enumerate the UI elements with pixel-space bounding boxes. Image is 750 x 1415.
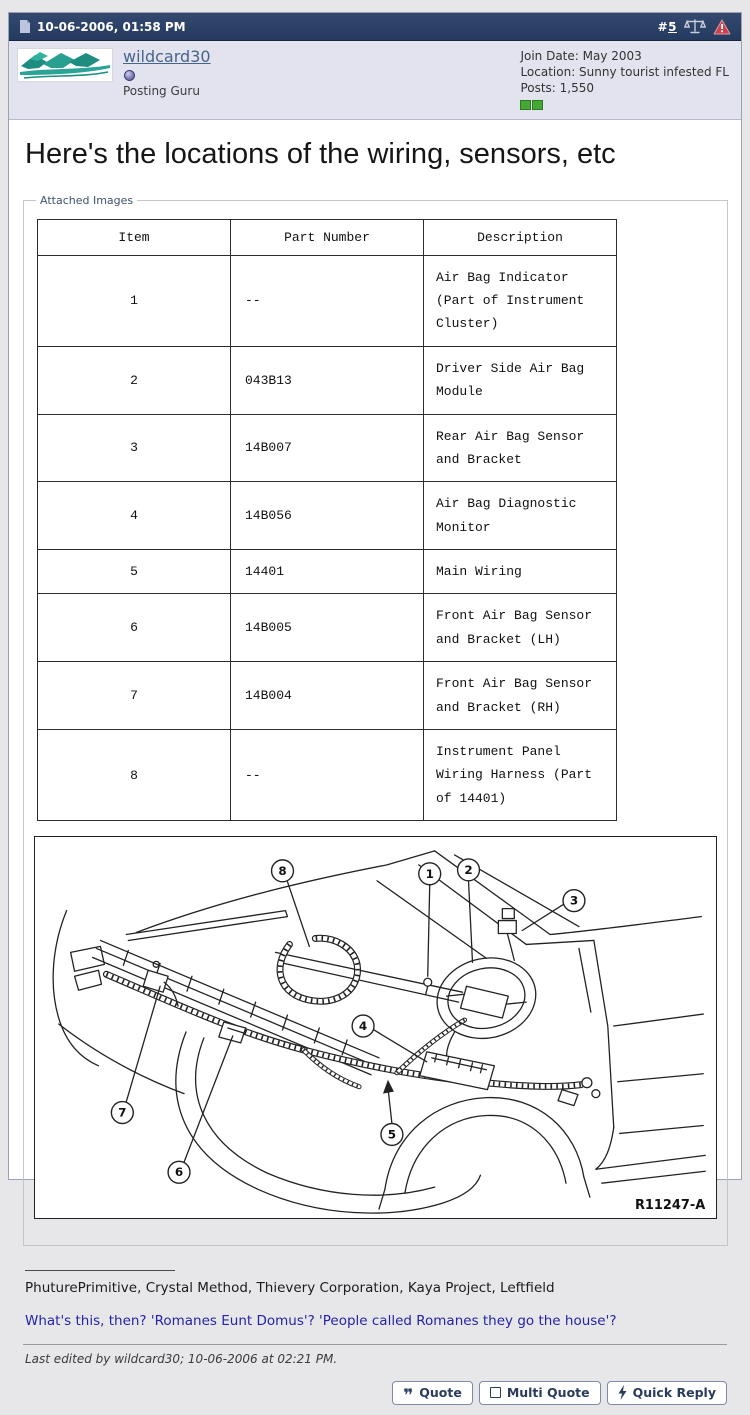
svg-text:1: 1 <box>425 867 434 882</box>
table-row <box>38 346 617 414</box>
cell-description: Rear Air Bag Sensor and Bracket <box>424 414 617 482</box>
report-post-icon[interactable] <box>713 19 731 35</box>
signature-divider <box>25 1270 175 1271</box>
cell-part-number: -- <box>231 730 424 821</box>
online-status-icon <box>124 70 135 81</box>
figure-label: R11247-A <box>634 1198 706 1214</box>
last-edited-note: Last edited by wildcard30; 10-06-2006 at 02:21 PM. <box>25 1352 338 1367</box>
wiring-diagram-image[interactable] <box>34 836 717 1219</box>
post-count: Posts: 1,550 <box>520 81 595 96</box>
svg-text:4: 4 <box>358 1019 368 1034</box>
col-header-item: Item <box>38 219 231 255</box>
table-row <box>38 255 617 346</box>
reputation-block-icon <box>520 100 531 110</box>
cell-description: Air Bag Indicator (Part of Instrument Cluster) <box>424 255 617 346</box>
svg-text:6: 6 <box>174 1165 184 1180</box>
diagram-callout-6 <box>168 1162 190 1184</box>
cell-part-number: 14B007 <box>231 414 424 482</box>
user-title: Posting Guru <box>123 83 200 98</box>
cell-part-number: 14B005 <box>231 594 424 662</box>
table-row <box>38 414 617 482</box>
svg-text:2: 2 <box>464 863 473 878</box>
cell-item: 6 <box>38 594 231 662</box>
cell-item: 8 <box>38 730 231 821</box>
cell-description: Driver Side Air Bag Module <box>424 346 617 414</box>
post-title: Here's the locations of the wiring, sensors, etc <box>25 137 616 170</box>
cell-item: 4 <box>38 482 231 550</box>
cell-item: 5 <box>38 550 231 594</box>
col-header-part-number: Part Number <box>231 219 424 255</box>
table-row <box>38 594 617 662</box>
cell-description: Front Air Bag Sensor and Bracket (RH) <box>424 662 617 730</box>
user-identity <box>123 48 211 98</box>
cell-description: Front Air Bag Sensor and Bracket (LH) <box>424 594 617 662</box>
quick-reply-button[interactable]: Quick Reply <box>607 1381 727 1405</box>
scales-icon[interactable] <box>684 18 706 35</box>
table-row <box>38 482 617 550</box>
cell-part-number: 14B056 <box>231 482 424 550</box>
user-location: Location: Sunny tourist infested FL <box>520 65 729 80</box>
join-date: Join Date: May 2003 <box>520 49 642 63</box>
diagram-callout-7 <box>111 1102 133 1124</box>
cell-part-number: 14401 <box>231 550 424 594</box>
signature-link[interactable]: What's this, then? 'Romanes Eunt Domus'? 'People called Romanes they go the house'? <box>25 1313 617 1330</box>
quote-button[interactable]: ❞ Quote <box>392 1381 473 1405</box>
quote-icon: ❞ <box>403 1385 414 1406</box>
footer-divider <box>23 1344 727 1345</box>
diagram-callout-3 <box>563 890 585 912</box>
table-row <box>38 730 617 821</box>
table-row <box>38 662 617 730</box>
forum-post <box>8 12 742 1406</box>
user-stats <box>520 48 729 110</box>
multi-quote-button[interactable]: Multi Quote <box>479 1381 601 1405</box>
post-header-bar <box>9 13 741 41</box>
cell-part-number: 14B004 <box>231 662 424 730</box>
post-number-link[interactable]: #5 <box>657 19 677 34</box>
svg-text:8: 8 <box>278 864 287 879</box>
cell-item: 7 <box>38 662 231 730</box>
checkbox-icon <box>490 1387 501 1398</box>
cell-item: 3 <box>38 414 231 482</box>
cell-item: 2 <box>38 346 231 414</box>
diagram-callout-4 <box>352 1015 374 1037</box>
post-actions <box>21 1381 729 1405</box>
svg-text:5: 5 <box>387 1127 397 1142</box>
lightning-icon <box>618 1385 627 1400</box>
cell-item: 1 <box>38 255 231 346</box>
reputation-bars <box>520 100 729 110</box>
cell-description: Instrument Panel Wiring Harness (Part of 14401) <box>424 730 617 821</box>
attached-images-fieldset <box>23 194 728 1247</box>
post-status-icon <box>19 20 30 33</box>
post-date: 10-06-2006, 01:58 PM <box>37 19 186 34</box>
cell-part-number: -- <box>231 255 424 346</box>
cell-part-number: 043B13 <box>231 346 424 414</box>
cell-description: Air Bag Diagnostic Monitor <box>424 482 617 550</box>
diagram-callout-2 <box>458 859 480 881</box>
parts-table <box>37 219 617 822</box>
svg-text:3: 3 <box>569 893 579 908</box>
cell-description: Main Wiring <box>424 550 617 594</box>
signature-text: PhuturePrimitive, Crystal Method, Thievery Corporation, Kaya Project, Leftfield <box>25 1280 555 1297</box>
diagram-callout-5 <box>381 1124 403 1146</box>
post-user-info <box>9 41 741 120</box>
table-header-row <box>38 219 617 255</box>
diagram-callout-1 <box>419 863 441 885</box>
truck-airbag-diagram <box>35 837 718 1218</box>
table-row <box>38 550 617 594</box>
col-header-description: Description <box>424 219 617 255</box>
svg-text:7: 7 <box>118 1105 127 1120</box>
avatar[interactable] <box>17 48 113 82</box>
reputation-block-icon <box>532 100 543 110</box>
username-link[interactable]: wildcard30 <box>123 47 211 66</box>
attached-images-label: Attached Images <box>40 193 134 207</box>
diagram-callout-8 <box>272 860 294 882</box>
post-body <box>9 120 741 1415</box>
